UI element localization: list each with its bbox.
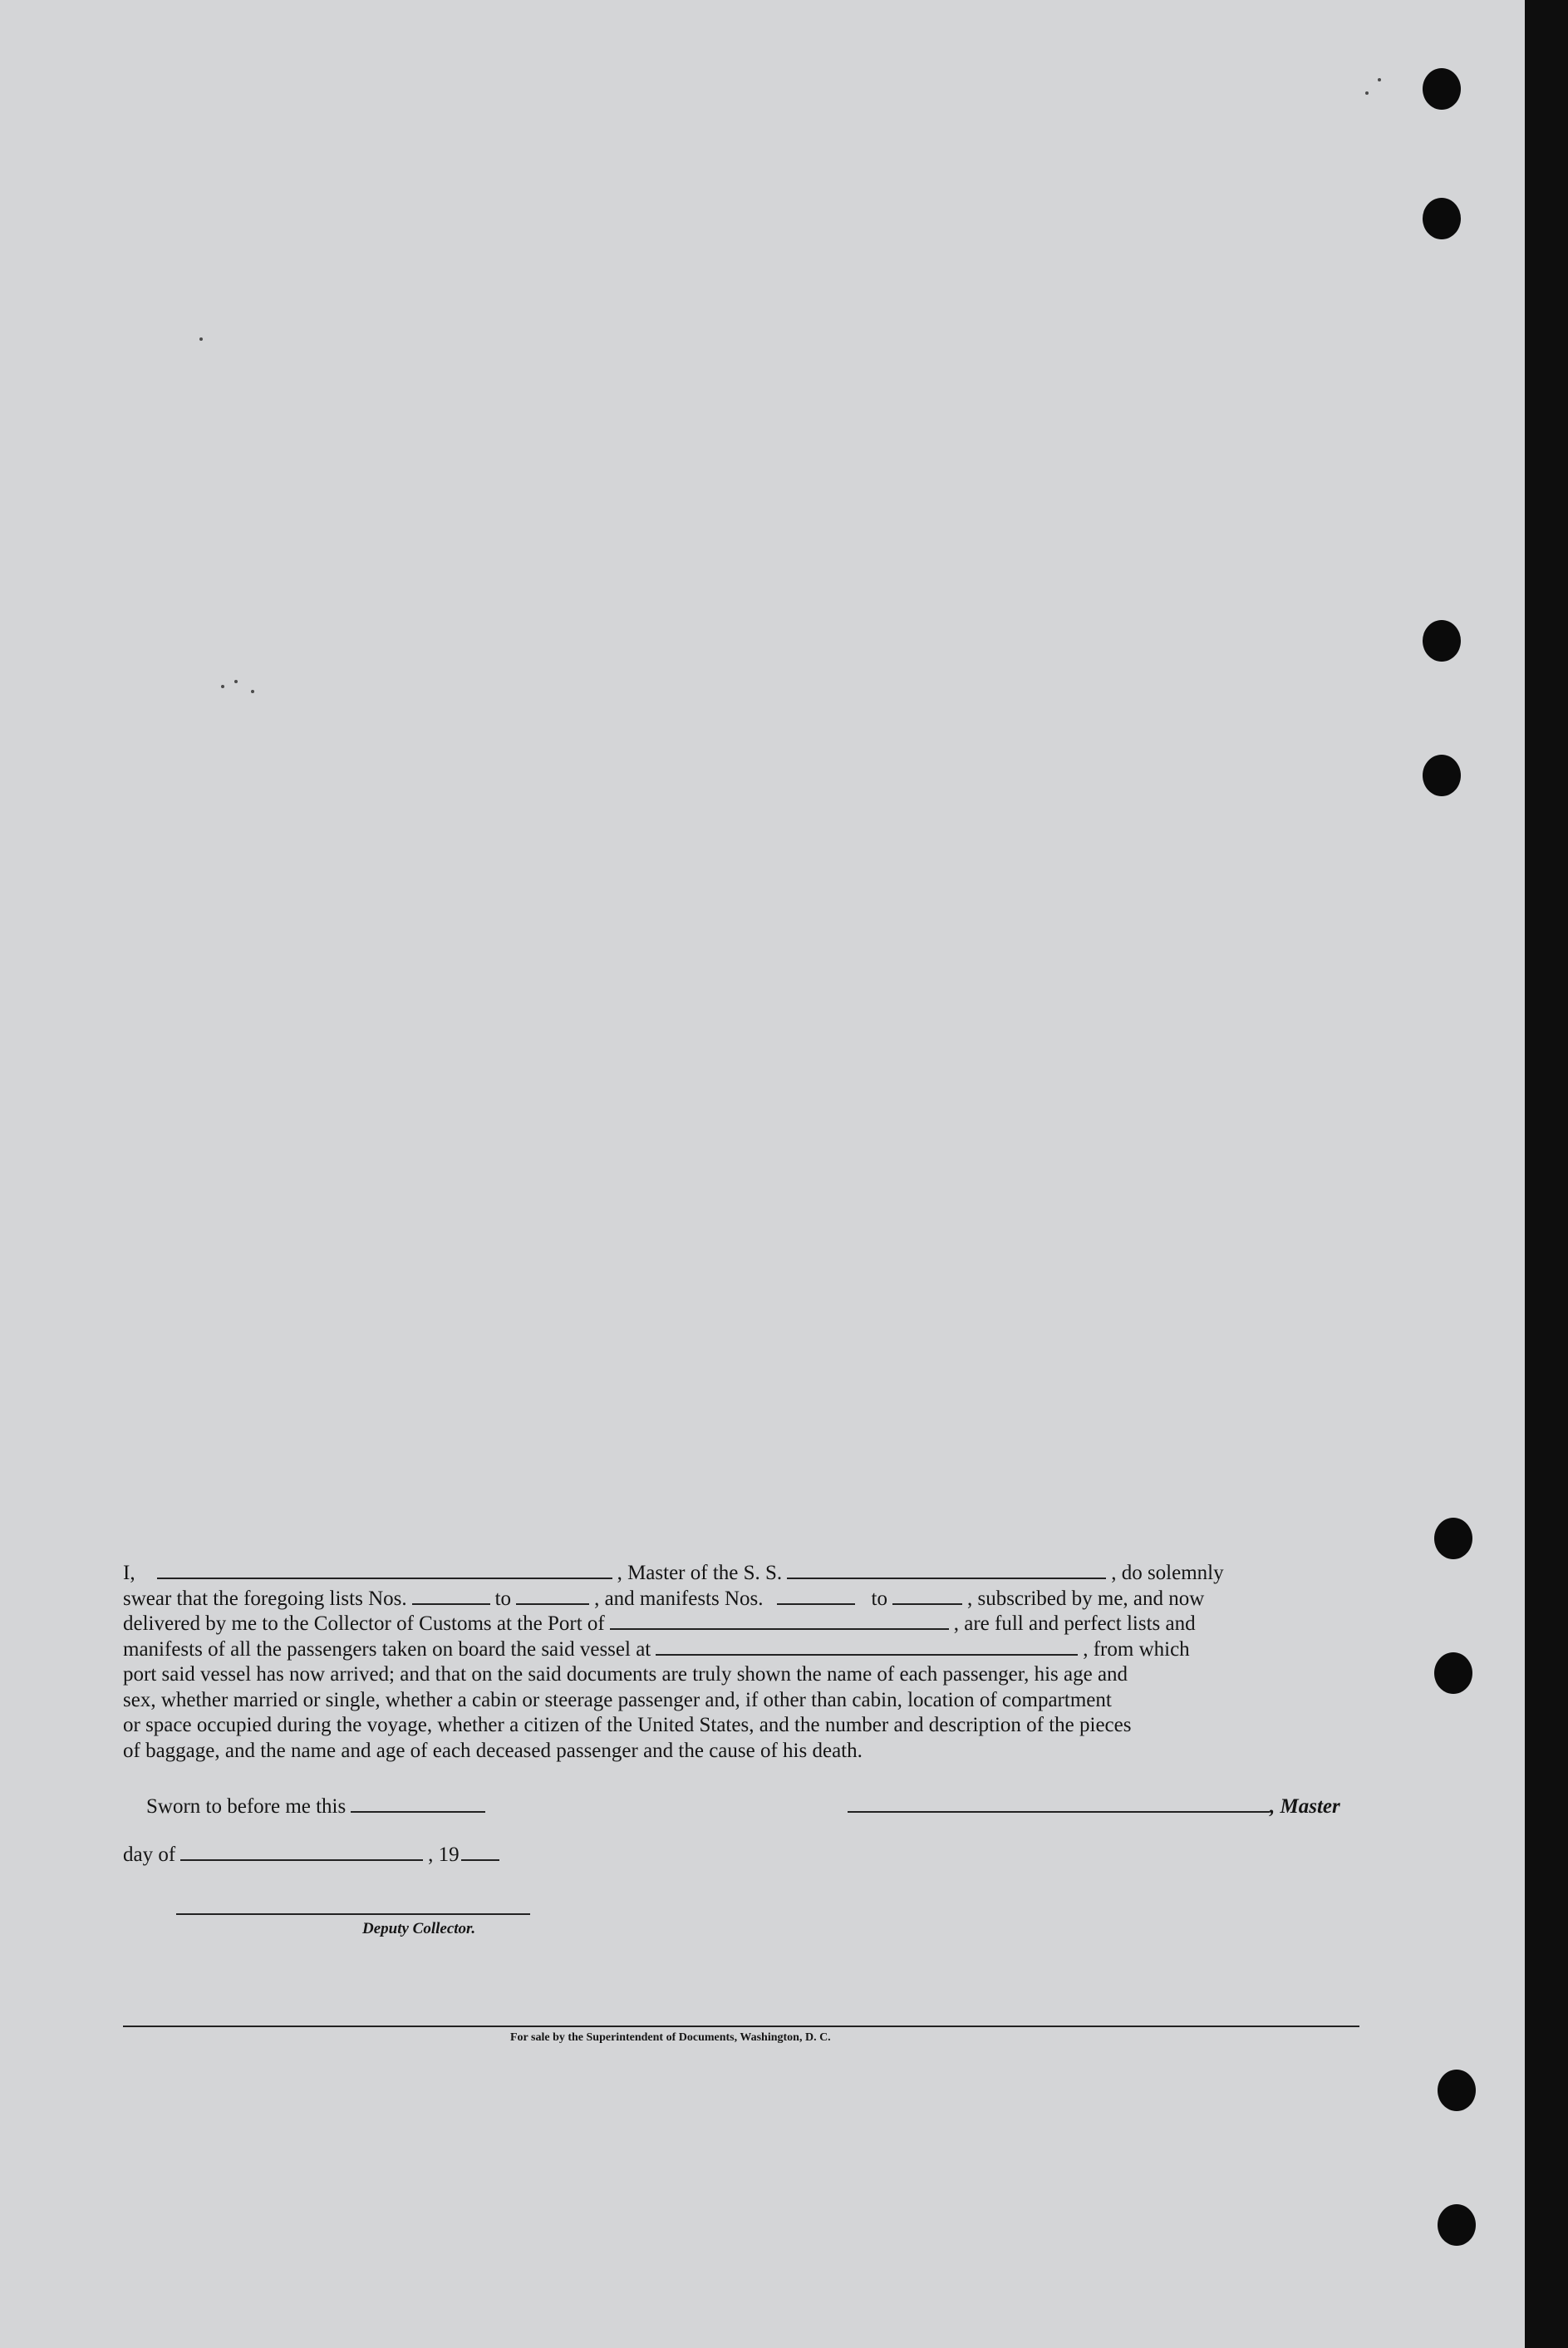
- oath-text: manifests of all the passengers taken on board the said vessel at: [123, 1637, 651, 1661]
- oath-line-7: [123, 1713, 1359, 1739]
- oath-line-2: [123, 1587, 1359, 1612]
- day-of-label: day of: [123, 1843, 176, 1866]
- binder-hole: [1438, 2204, 1476, 2246]
- speck: [1365, 91, 1369, 95]
- master-signature-blank[interactable]: [848, 1796, 1270, 1813]
- deputy-signature-line[interactable]: [176, 1913, 530, 1915]
- speck: [1378, 78, 1381, 81]
- vessel-name-blank[interactable]: [787, 1563, 1106, 1579]
- oath-text: , from which: [1083, 1637, 1190, 1661]
- oath-text: port said vessel has now arrived; and that on the said documents are truly shown the name of each passenger, his age and: [123, 1663, 1128, 1686]
- oath-line-6: [123, 1688, 1359, 1714]
- lists-to-blank[interactable]: [516, 1588, 589, 1605]
- footer-rule: [123, 2026, 1359, 2027]
- oath-text: , Master of the S. S.: [617, 1562, 783, 1584]
- binder-hole: [1423, 620, 1461, 662]
- binder-hole: [1423, 198, 1461, 239]
- oath-text: to: [494, 1587, 512, 1610]
- master-name-blank[interactable]: [157, 1563, 612, 1579]
- master-label: , Master: [1270, 1795, 1340, 1818]
- binder-hole: [1438, 2070, 1476, 2111]
- port-blank[interactable]: [610, 1613, 949, 1630]
- day-of-line: [123, 1843, 504, 1867]
- speck: [251, 690, 254, 693]
- month-blank[interactable]: [180, 1844, 423, 1861]
- oath-text: sex, whether married or single, whether a cabin or steerage passenger and, if other than cabin, location of compartment: [123, 1688, 1112, 1711]
- oath-line-4: [123, 1637, 1359, 1663]
- oath-text: or space occupied during the voyage, whether a citizen of the United States, and the number and description of the pieces: [123, 1714, 1132, 1736]
- manifests-to-blank[interactable]: [892, 1588, 962, 1605]
- speck: [234, 680, 238, 683]
- binder-hole: [1423, 755, 1461, 796]
- oath-text: swear that the foregoing lists Nos.: [123, 1587, 407, 1610]
- speck: [221, 685, 224, 688]
- oath-line-3: [123, 1612, 1359, 1637]
- sworn-label: Sworn to before me this: [146, 1795, 347, 1818]
- lists-from-blank[interactable]: [412, 1588, 490, 1605]
- oath-line-5: [123, 1662, 1359, 1688]
- oath-text: , do solemnly: [1111, 1562, 1224, 1584]
- manifests-from-blank[interactable]: [777, 1588, 855, 1605]
- sworn-date-blank[interactable]: [351, 1796, 485, 1813]
- oath-text: , are full and perfect lists and: [953, 1612, 1196, 1635]
- master-signature-line: [843, 1795, 1340, 1819]
- oath-text: to: [871, 1587, 887, 1610]
- oath-line-8: [123, 1739, 1359, 1765]
- year-blank[interactable]: [461, 1844, 499, 1861]
- oath-text: delivered by me to the Collector of Customs at the Port of: [123, 1612, 605, 1635]
- departure-port-blank[interactable]: [656, 1639, 1078, 1656]
- oath-text: , and manifests Nos.: [594, 1587, 764, 1610]
- oath-line-1: [123, 1561, 1359, 1587]
- footer-imprint: For sale by the Superintendent of Documents, Washington, D. C.: [510, 2031, 831, 2044]
- binder-hole: [1423, 68, 1461, 110]
- oath-paragraph: [123, 1561, 1359, 1764]
- speck: [199, 337, 203, 341]
- deputy-collector-label: Deputy Collector.: [362, 1920, 476, 1937]
- year-label: , 19: [428, 1843, 460, 1866]
- sworn-line: [146, 1795, 490, 1819]
- oath-text: I,: [123, 1562, 135, 1584]
- binder-hole: [1434, 1518, 1472, 1559]
- binder-hole: [1434, 1652, 1472, 1694]
- oath-text: of baggage, and the name and age of each deceased passenger and the cause of his death.: [123, 1739, 863, 1762]
- oath-text: , subscribed by me, and now: [966, 1587, 1205, 1610]
